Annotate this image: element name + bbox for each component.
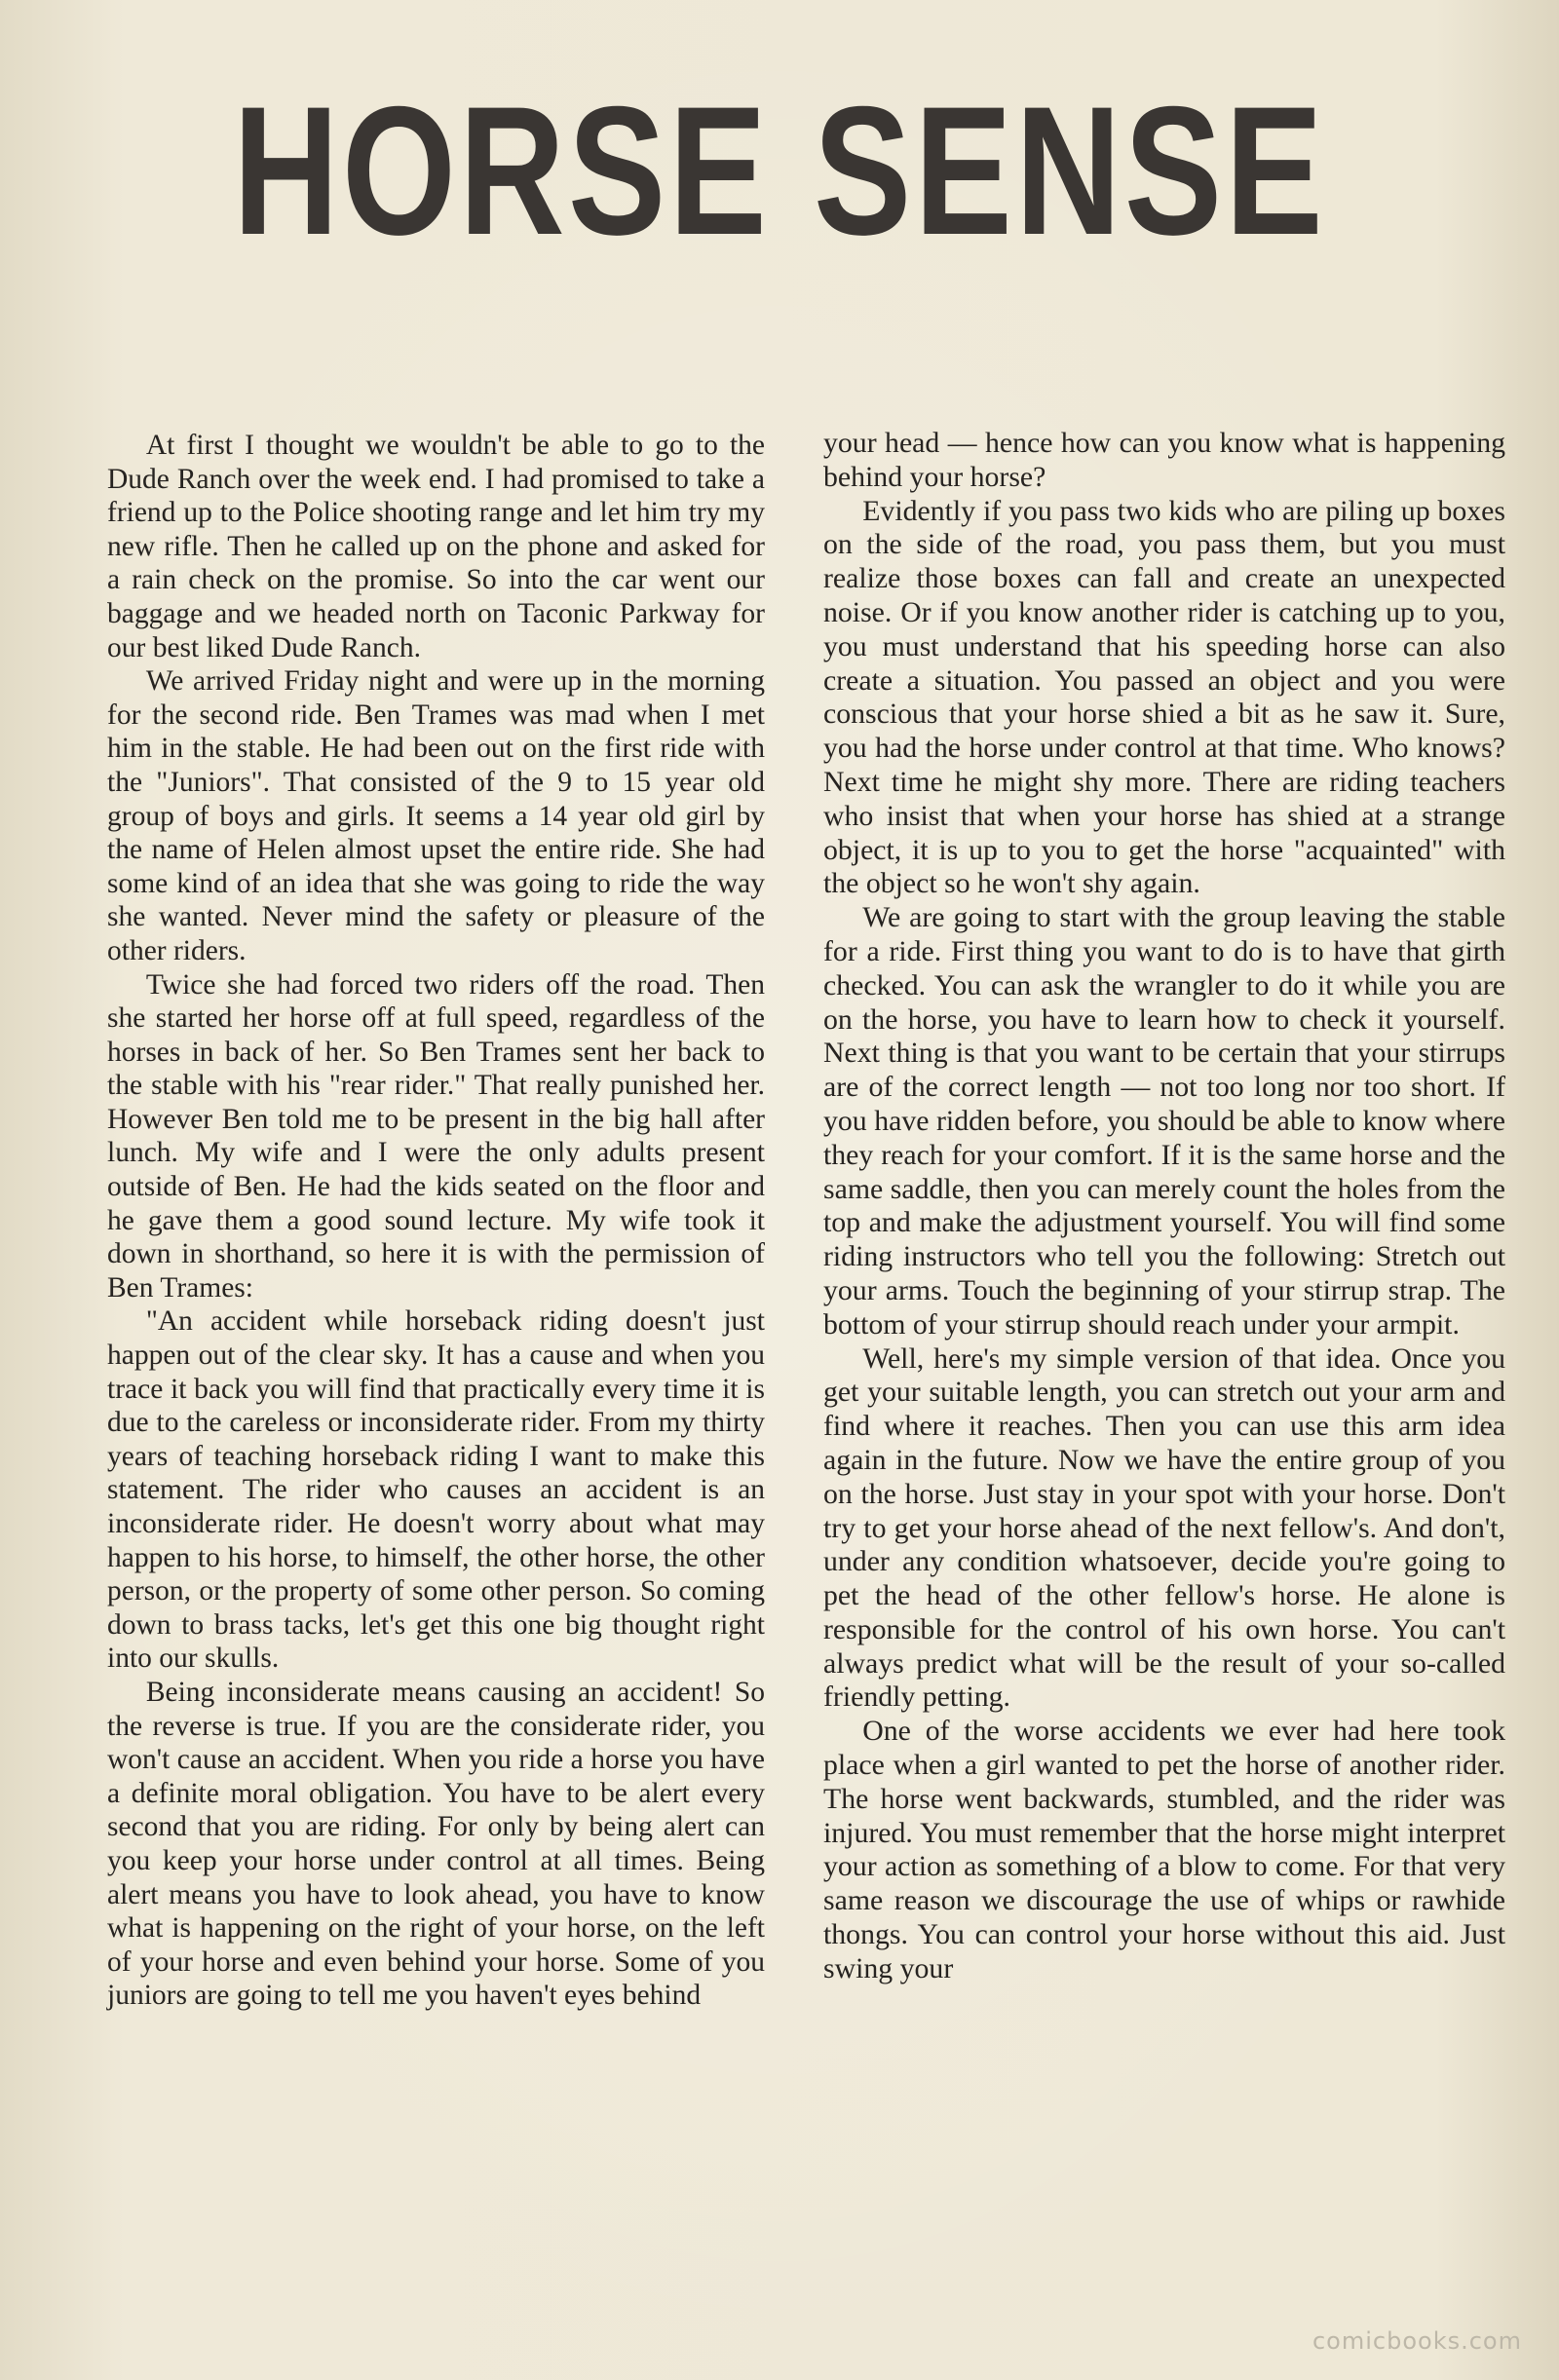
paragraph: Twice she had forced two riders off the road. Then she started her horse off at full speed, regardless of the horses in back of her. So Ben Trames sent her back to the stable with his "rear rider." That really punished her. However Ben told me to be present in the big hall after lunch. My wife and I were the only adults present outside of Ben. He had the kids seated on the floor and he gave them a good sound lecture. My wife took it down in shorthand, so here it is with the permission of Ben Trames: <box>107 968 765 1303</box>
paragraph: Well, here's my simple version of that idea. Once you get your suitable length, you can stretch out your arm and find where it reaches. Then you can use this arm idea again in the future. Now we have the entire group of you on the horse. Just stay in your spot with your horse. Don't try to get your horse ahead of the next fellow's. And don't, under any condition whatsoever, decide you're going to pet the head of the other fellow's horse. He alone is responsible for the control of his own horse. You can't always predict what will be the result of your so-called friendly petting. <box>823 1341 1505 1714</box>
paragraph-continuation: your head — hence how can you know what is happening behind your horse? <box>823 427 1505 493</box>
paragraph: One of the worse accidents we ever had here took place when a girl wanted to pet the horse of another rider. The horse went backwards, stumbled, and the rider was injured. You must remember that the horse might interpret your action as something of a blow to come. For that very same reason we discourage the use of whips or rawhide thongs. You can control your horse without this aid. Just swing your <box>823 1715 1505 1984</box>
paragraph: We are going to start with the group leaving the stable for a ride. First thing you want to do is to have that girth checked. You can ask the wrangler to do it while you are on the horse, you have to learn how to check it yourself. Next thing is that you want to be certain that your stirrups are of the correct length — not too long nor too short. If you have ridden before, you should be able to know where they reach for your comfort. If it is the same horse and the same saddle, then you can merely count the holes from the top and make the adjustment yourself. You will find some riding instructors who tell you the following: Stretch out your arms. Touch the beginning of your stirrup strap. The bottom of your stirrup should reach under your armpit. <box>823 901 1505 1341</box>
article-title: HORSE SENSE <box>233 68 1326 273</box>
left-column <box>107 429 765 2013</box>
paragraph: Being inconsiderate means causing an accident! So the reverse is true. If you are the considerate rider, you won't cause an accident. When you ride a horse you have a definite moral obligation. You have to be alert every second that you are riding. For only by being alert can you keep your horse under control at all times. Being alert means you have to look ahead, you have to know what is happening on the right of your horse, on the left of your horse and even behind your horse. Some of you juniors are going to tell me you haven't eyes behind <box>107 1676 765 2012</box>
paragraph: "An accident while horseback riding doesn't just happen out of the clear sky. It has a cause and when you trace it back you will find that practically every time it is due to the careless or inconsiderate rider. From my thirty years of teaching horseback riding I want to make this statement. The rider who causes an accident is an inconsiderate rider. He doesn't worry about what may happen to his horse, to himself, the other horse, the other person, or the property of some other person. So coming down to brass tacks, let's get this one big thought right into our skulls. <box>107 1305 765 1675</box>
paragraph: Evidently if you pass two kids who are piling up boxes on the side of the road, you pass them, but you must realize those boxes can fall and create an unexpected noise. Or if you know another rider is catching up to you, you must understand that his speeding horse can also create a situation. You passed an object and you were conscious that your horse shied a bit as he saw it. Sure, you had the horse under control at that time. Who knows? Next time he might shy more. There are riding teachers who insist that when your horse has shied at a strange object, it is up to you to get the horse "acquainted" with the object so he won't shy again. <box>823 494 1505 900</box>
site-watermark: comicbooks.com <box>1312 2327 1522 2355</box>
paragraph: At first I thought we wouldn't be able to go to the Dude Ranch over the week end. I had promised to take a friend up to the Police shooting range and let him try my new rifle. Then he called up on the phone and asked for a rain check on the promise. So into the car went our baggage and we headed north on Taconic Parkway for our best liked Dude Ranch. <box>107 430 765 663</box>
right-column <box>823 427 1505 1986</box>
paragraph: We arrived Friday night and were up in the morning for the second ride. Ben Trames was mad when I met him in the stable. He had been out on the first ride with the "Juniors". That consisted of the 9 to 15 year old group of boys and girls. It seems a 14 year old girl by the name of Helen almost upset the entire ride. She had some kind of an idea that she was going to ride the way she wanted. Never mind the safety or pleasure of the other riders. <box>107 665 765 966</box>
